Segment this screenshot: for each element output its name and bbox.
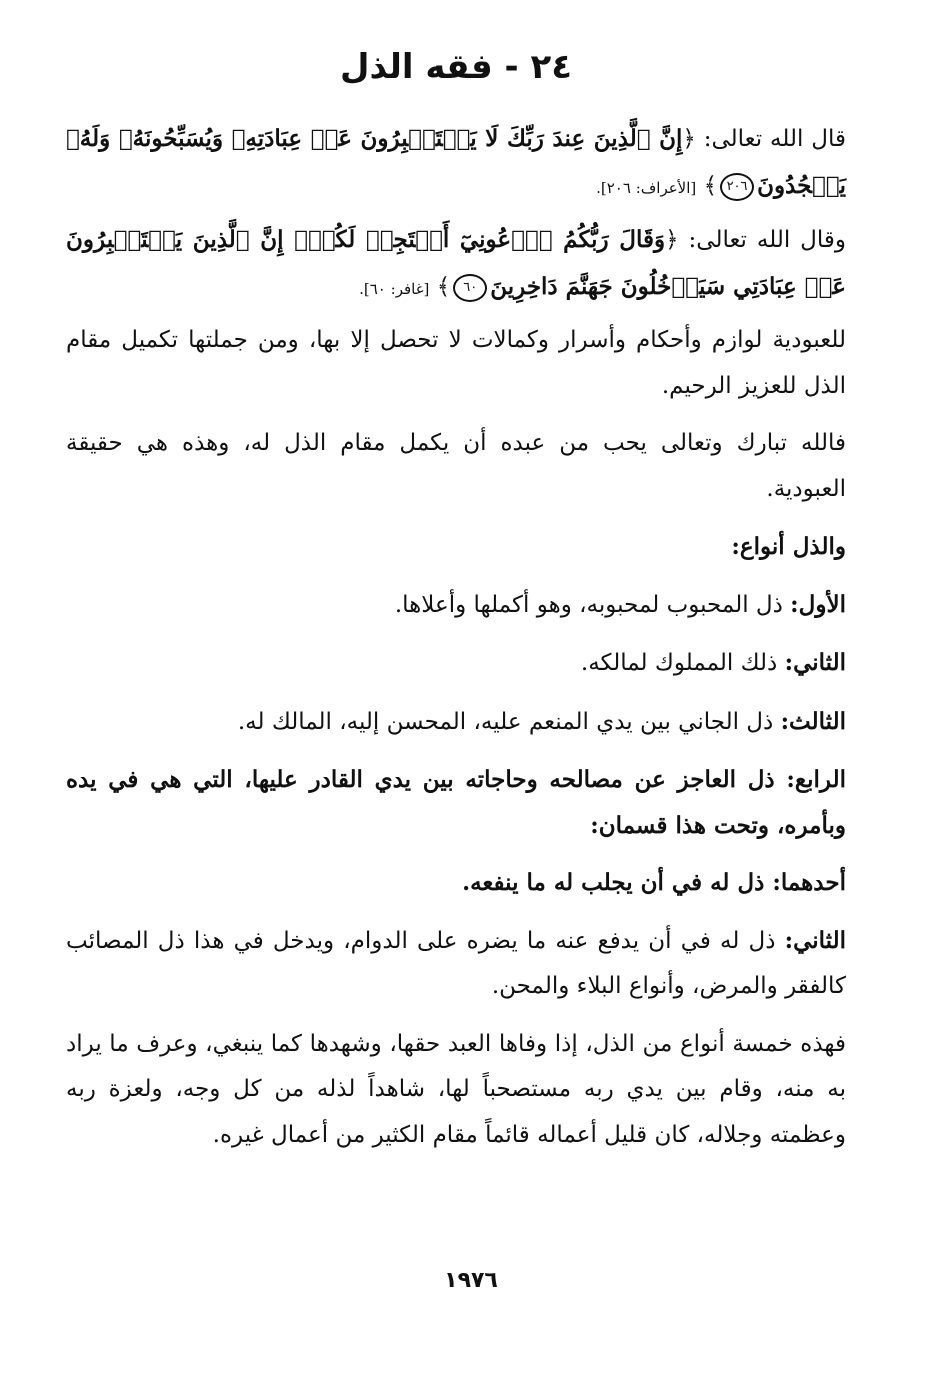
type-fourth: الرابع: ذل العاجز عن مصالحه وحاجاته بين يدي القادر عليها، التي هي في يده وبأمره، وتحت هذا قسمان: bbox=[66, 766, 846, 839]
verse-intro: قال الله تعالى: bbox=[703, 126, 846, 152]
subtype-first: أحدهما: ذل له في أن يجلب له ما ينفعه. bbox=[462, 869, 846, 896]
page-body bbox=[66, 40, 846, 1170]
type-label: الثاني: bbox=[784, 649, 846, 676]
quran-open-bracket: ﴿ bbox=[682, 126, 696, 152]
verse-intro: وقال الله تعالى: bbox=[688, 227, 846, 253]
type-label: الثاني: bbox=[784, 926, 846, 954]
quran-verse-text: وَقَالَ رَبُّكُمُ ٱدۡعُونِيٓ أَسۡتَجِبۡ لَكُمۡۚ إِنَّ ٱلَّذِينَ يَسۡتَكۡبِرُونَ عَنۡ عِبَادَتِي سَيَدۡخُلُونَ جَهَنَّمَ دَاخِرِينَ bbox=[66, 226, 846, 300]
type-text: ذل المحبوب لمحبوبه، وهو أكملها وأعلاها. bbox=[394, 591, 783, 618]
closing-paragraph: فهذه خمسة أنواع من الذل، إذا وفاها العبد حقها، وشهدها كما ينبغي، وعرف ما يراد به منه، وقام بين يدي ربه مستصحباً لها، شاهداً لذله من كل وجه، ولعزة ربه وعظمته وجلاله، كان قليل أعماله قائماً مقام الكثير من أعمال غيره. bbox=[66, 1030, 846, 1148]
type-third bbox=[66, 699, 846, 746]
quran-open-bracket: ﴿ bbox=[665, 227, 679, 253]
ayah-number-marker: ٦٠ bbox=[453, 274, 487, 302]
ayah-number-marker: ٢٠٦ bbox=[720, 173, 754, 201]
verse-paragraph-1 bbox=[66, 116, 846, 211]
type-text: ذل له في أن يدفع عنه ما يضره على الدوام، ويدخل في هذا ذل المصائب كالفقر والمرض، وأنواع البلاء والمحن. bbox=[66, 927, 846, 999]
quran-verse-text: إِنَّ ٱلَّذِينَ عِندَ رَبِّكَ لَا يَسۡتَكۡبِرُونَ عَنۡ عِبَادَتِهِۦ وَيُسَبِّحُونَهُۥ وَلَهُۥ يَسۡجُدُونَ bbox=[66, 125, 846, 199]
subtype-second bbox=[66, 918, 846, 1010]
type-second bbox=[66, 640, 846, 687]
type-text: ذل الجاني بين يدي المنعم عليه، المحسن إليه، المالك له. bbox=[237, 708, 774, 735]
type-text: ذلك المملوك لمالكه. bbox=[580, 650, 778, 676]
chapter-title: ٢٤ - فقه الذل bbox=[339, 47, 573, 87]
types-heading: والذل أنواع: bbox=[731, 533, 846, 560]
verse-reference: [الأعراف: ٢٠٦]. bbox=[596, 178, 697, 197]
quran-close-bracket: ﴾ bbox=[703, 172, 718, 199]
verse-paragraph-2 bbox=[66, 217, 846, 312]
paragraph-god-loves: فالله تبارك وتعالى يحب من عبده أن يكمل مقام الذل له، وهذه هي حقيقة العبودية. bbox=[66, 430, 846, 502]
type-label: الأول: bbox=[790, 590, 846, 618]
type-first bbox=[66, 582, 846, 629]
paragraph-servitude-requirements: للعبودية لوازم وأحكام وأسرار وكمالات لا تحصل إلا بها، ومن جملتها تكميل مقام الذل للعزيز الرحيم. bbox=[66, 327, 846, 399]
type-label: الثالث: bbox=[780, 707, 846, 735]
verse-reference: [غافر: ٦٠]. bbox=[359, 279, 430, 298]
page-number: ١٩٧٦ bbox=[444, 1268, 498, 1293]
quran-close-bracket: ﴾ bbox=[436, 273, 451, 300]
